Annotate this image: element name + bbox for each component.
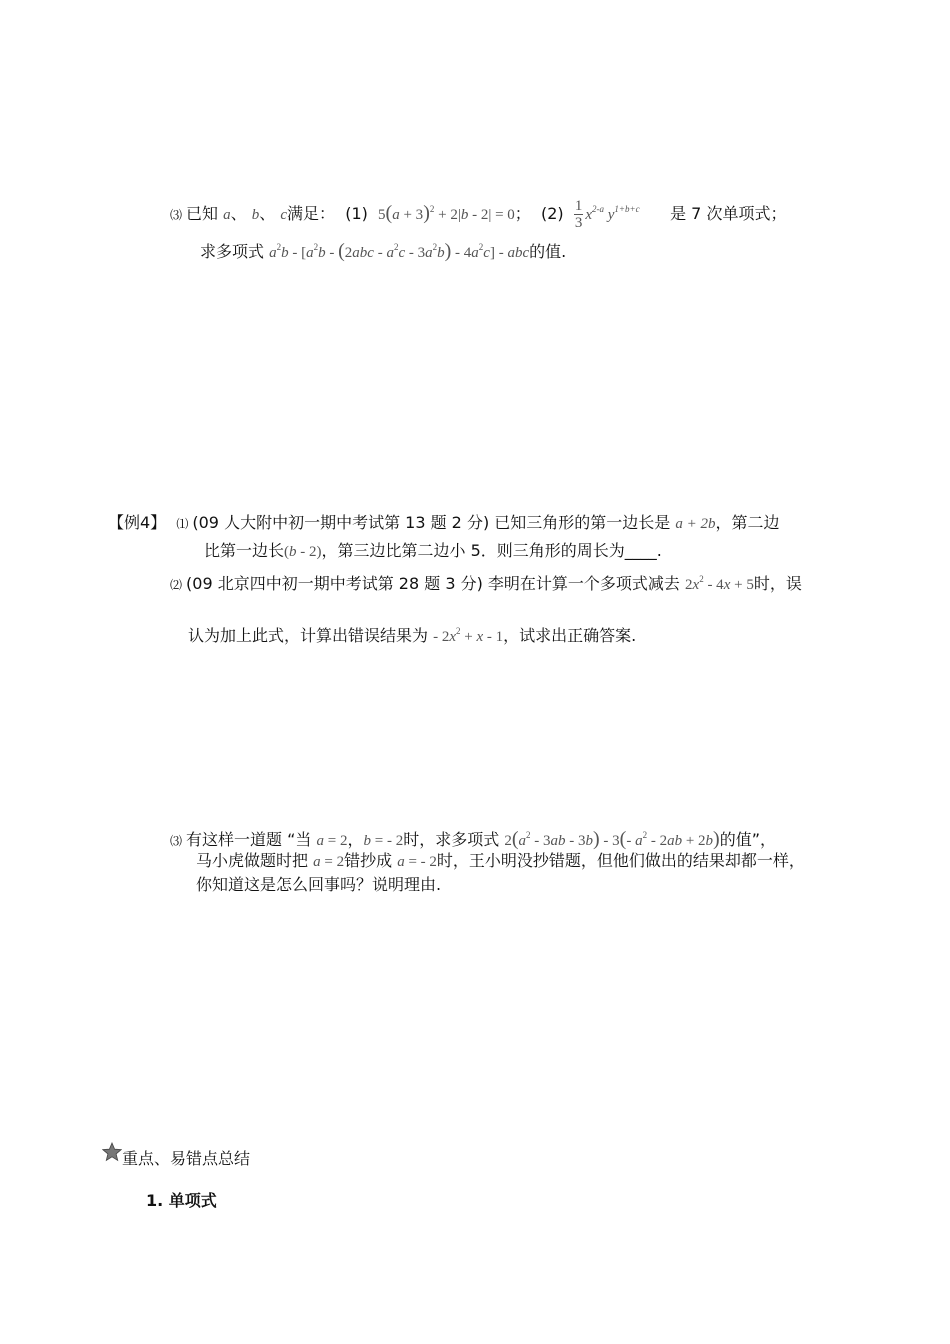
wrong-result-expression: - $2x^2 + x - 1$ bbox=[433, 626, 504, 645]
side1-expression: a + 2b bbox=[675, 516, 716, 532]
one-third-fraction: $\frac{1}{3}$ bbox=[574, 198, 583, 231]
answer-blank: ____ bbox=[624, 541, 657, 560]
ex4-p1-line1: 【例4】 ⑴ (09 人大附中初一期中考试第 13 题 2 分) 已知三角形的第一边长是 a + 2b，第二边 bbox=[108, 513, 780, 532]
q3-text4: 求多项式 bbox=[200, 242, 265, 261]
a-equals-neg2: a = - 2 bbox=[397, 854, 437, 870]
ex4-p3-line3: 你知道这是怎么回事吗？说明理由. bbox=[196, 875, 442, 894]
q3-text3: 是 7 次单项式； bbox=[670, 204, 787, 223]
ex4-p1-line2: 比第一边长(b - 2)，第三边比第二边小 5．则三角形的周长为____. bbox=[204, 541, 662, 560]
summary-title: 重点、易错点总结 bbox=[122, 1149, 251, 1168]
side2-diff-expression: (b - 2) bbox=[284, 544, 322, 560]
polynomial-expression: $a^2b - [a^2b - (2abc - a^2c - 3a^2b) - 4a^2c]$ - abc bbox=[269, 240, 530, 262]
p3-polynomial: $2(a^2 - 3ab - 3b) - 3(-$ $a^2 - 2ab + 2b$) bbox=[504, 828, 720, 850]
q3-text1: 已知 bbox=[186, 204, 219, 223]
var-a: a bbox=[223, 207, 231, 223]
q3-line2 bbox=[200, 236, 566, 264]
var-b: b bbox=[251, 207, 260, 223]
q3-text5: 的值. bbox=[529, 242, 567, 261]
ex4-p3-line2: 马小虎做题时把 a = 2错抄成 a = - 2时，王小明没抄错题，但他们做出的结果却都一样， bbox=[196, 851, 805, 870]
var-c: c bbox=[280, 207, 288, 223]
monomial-formula: $x^{2-a}$ $y^{1+b+c}$ bbox=[585, 204, 640, 223]
example-label: 【例4】 bbox=[108, 513, 167, 532]
ex4-p2-line1: ⑵ (09 北京四中初一期中考试第 28 题 3 分) 李明在计算一个多项式减去 $2x^2 - 4x + 5$时，误 bbox=[170, 574, 802, 593]
a-value-condition: a = 2 bbox=[316, 833, 348, 849]
condition1-formula: $5(a + 3)^2 + 2|b - 2| = 0$ bbox=[378, 202, 515, 224]
a-equals-2: a = 2 bbox=[313, 854, 345, 870]
star-icon bbox=[102, 1142, 122, 1162]
ex4-p3-line1: ⑶ 有这样一道题 “当 a = 2，b = - 2时，求多项式 $2(a^2 - 3ab - 3b) - 3(-$ $a^2 - 2ab + 2b$)的值”， bbox=[170, 828, 777, 850]
ex4-p2-line2: 认为加上此式，计算出错误结果为 - $2x^2 + x - 1$，试求出正确答案. bbox=[188, 626, 637, 645]
b-value-condition: b = - 2 bbox=[363, 833, 404, 849]
q3-text2: 满足： bbox=[287, 204, 336, 223]
summary-item-1: 1. 单项式 bbox=[146, 1191, 217, 1210]
q3-index: ⑶ bbox=[170, 208, 183, 222]
q3-line1: ⑶ 已知 a、 b、 c满足： (1) $5(a + 3)^2 + 2|b - 2| = 0$； (2) $\frac{1}{3}$ $x^{2-a}$ $y^{1+b+c}$ 是 7 次单项式； bbox=[170, 198, 787, 231]
subtracted-polynomial: $2x^2 - 4x + 5$ bbox=[685, 574, 754, 593]
